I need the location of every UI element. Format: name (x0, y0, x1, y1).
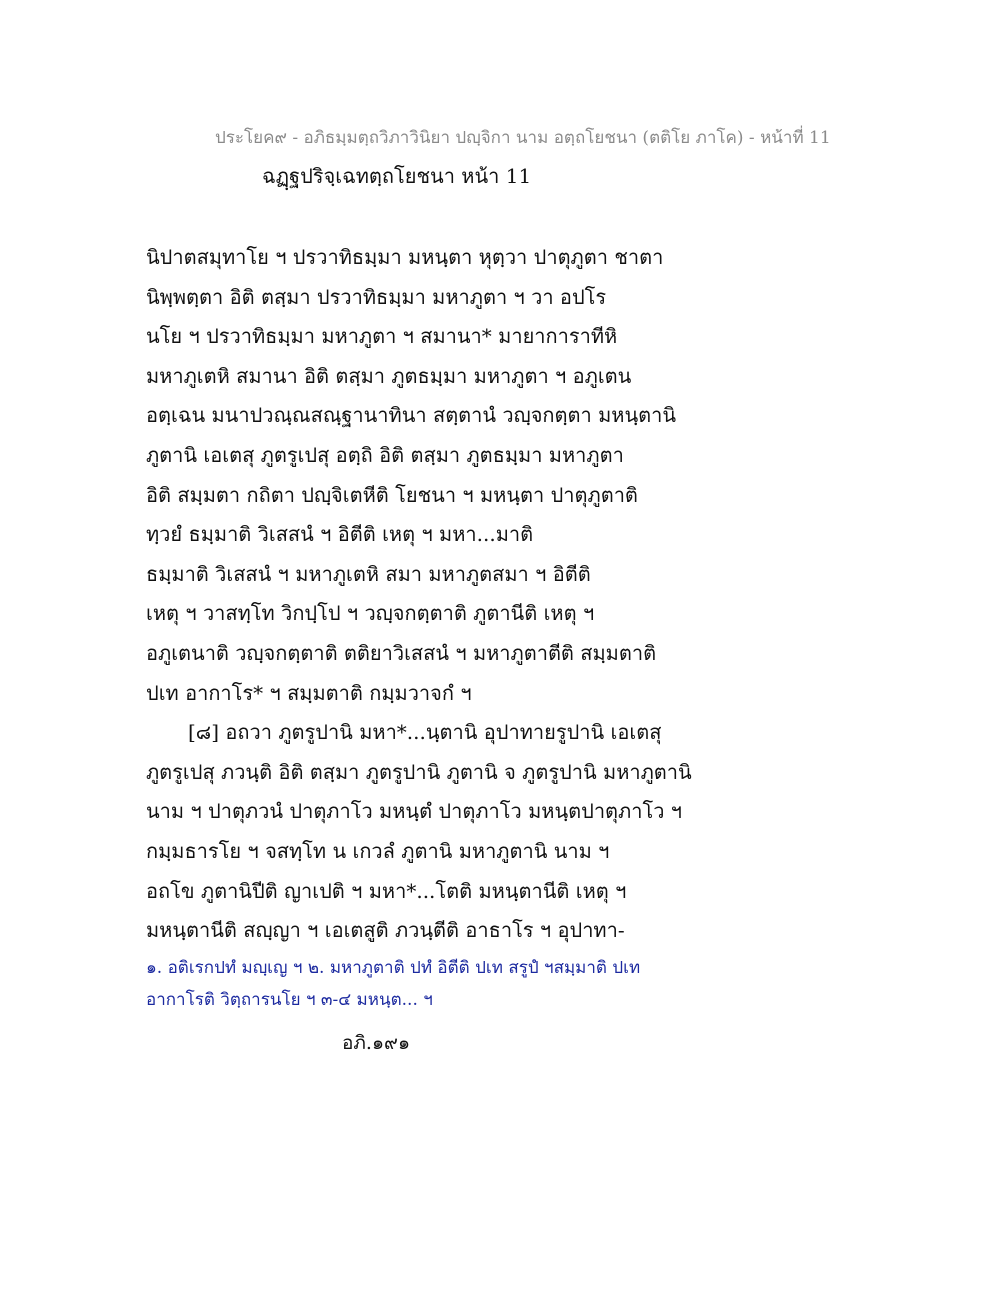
running-header: ประโยค๙ - อภิธมฺมตฺถวิภาวินิยา ปญฺจิกา นาม อตฺถโยชนา (ตติโย ภาโค) - หน้าที่ 11 (215, 128, 831, 148)
body-line: นาม ฯ ปาตุภวนํ ปาตุภาโว มหนฺตํ ปาตุภาโว มหนฺตปาตุภาโว ฯ (146, 799, 683, 824)
body-line: นิปาตสมุทาโย ฯ ปรวาทิธมฺมา มหนฺตา หุตฺวา ปาตุภูตา ชาตา (146, 245, 664, 269)
body-line: นิพฺพตฺตา อิติ ตสฺมา ปรวาทิธมฺมา มหาภูตา ฯ วา อปโร (146, 284, 607, 309)
body-line: ทฺวยํ ธมฺมาติ วิเสสนํ ฯ อิตีติ เหตุ ฯ มหา...มาติ (146, 522, 534, 547)
footnotes (146, 952, 866, 1016)
paragraph-start-line: [๘] อถวา ภูตรูปานิ มหา*...นฺตานิ อุปาทายรูปานิ เอเตสุ (188, 720, 662, 745)
body-line: เหตุ ฯ วาสทฺโท วิกปฺโป ฯ วญฺจกตฺตาติ ภูตานีติ เหตุ ฯ (146, 601, 595, 626)
section-title: ฉฏฺฐปริจฺเฉทตฺถโยชนา หน้า 11 (262, 164, 532, 188)
body-line: ปเท อากาโร* ฯ สมฺมตาติ กมฺมวาจกํ ฯ (146, 680, 472, 705)
body-line: อิติ สมฺมตา กถิตา ปญฺจิเตหีติ โยชนา ฯ มหนฺตา ปาตุภูตาติ (146, 482, 638, 507)
body-line: ภูตรูเปสุ ภวนฺติ อิติ ตสฺมา ภูตรูปานิ ภูตานิ จ ภูตรูปานิ มหาภูตานิ (146, 759, 692, 784)
page-reference: อภิ.๑๙๑ (342, 1032, 411, 1054)
body-line: มหาภูเตหิ สมานา อิติ ตสฺมา ภูตธมฺมา มหาภูตา ฯ อภูเตน (146, 363, 632, 388)
body-line: กมฺมธารโย ฯ จสทฺโท น เกวลํ ภูตานิ มหาภูตานิ นาม ฯ (146, 838, 610, 863)
body-text (146, 238, 866, 951)
body-line: มหนฺตานีติ สญฺญา ฯ เอเตสูติ ภวนฺตีติ อาธาโร ฯ อุปาทา- (146, 918, 625, 943)
body-line: อตฺเฉน มนาปวณฺณสณฺฐานาทินา สตฺตานํ วญฺจกตฺตา มหนฺตานิ (146, 403, 677, 428)
body-line: ธมฺมาติ วิเสสนํ ฯ มหาภูเตหิ สมา มหาภูตสมา ฯ อิตีติ (146, 561, 591, 586)
body-line: อถโข ภูตานิปีติ ญาเปติ ฯ มหา*...โตติ มหนฺตานีติ เหตุ ฯ (146, 878, 627, 903)
footnote-line: ๑. อติเรกปทํ มญฺเญ ฯ ๒. มหาภูตาติ ปทํ อิตีติ ปเท สรูปํ ฯสมฺมาติ ปเท (146, 958, 641, 978)
footnote-line: อากาโรติ วิตฺถารนโย ฯ ๓-๔ มหนฺต... ฯ (146, 990, 433, 1010)
body-line: ภูตานิ เอเตสุ ภูตรูเปสุ อตฺถิ อิติ ตสฺมา ภูตธมฺมา มหาภูตา (146, 442, 624, 467)
body-line: อภูเตนาติ วญฺจกตฺตาติ ตติยาวิเสสนํ ฯ มหาภูตาตีติ สมฺมตาติ (146, 640, 657, 665)
body-line: นโย ฯ ปรวาทิธมฺมา มหาภูตา ฯ สมานา* มายาการาทีหิ (146, 324, 618, 349)
